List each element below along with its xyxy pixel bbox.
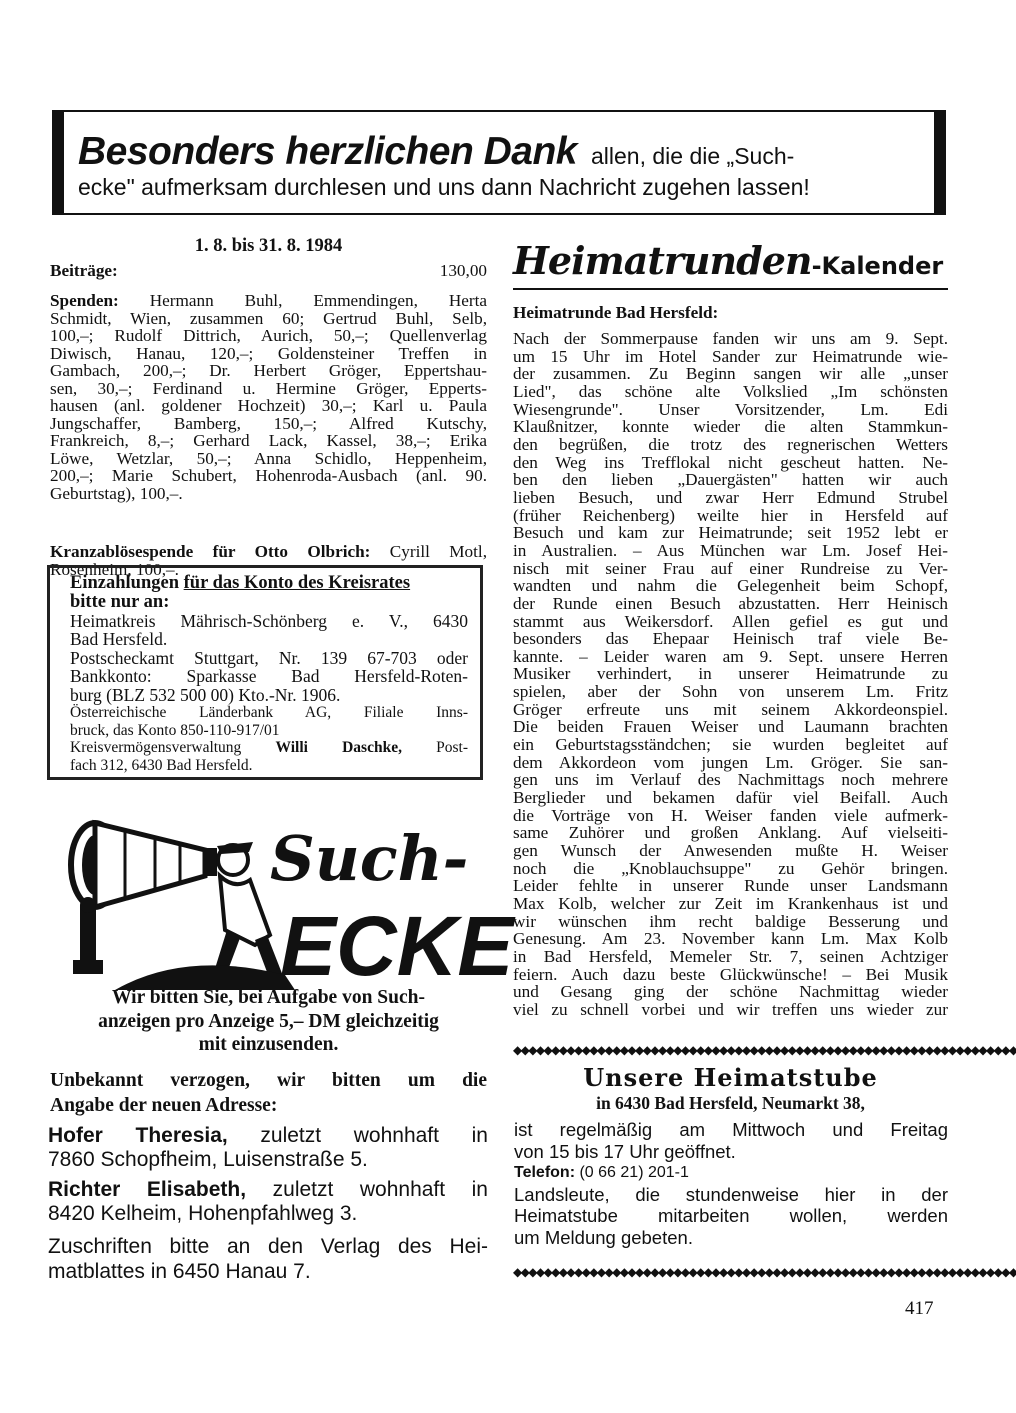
konto-heading	[70, 574, 468, 593]
period-heading: 1. 8. bis 31. 8. 1984	[194, 236, 343, 256]
thanks-banner	[52, 110, 946, 215]
text-line: Max Kolb, welcher zur Zeit im Krankenhaus ist und	[513, 894, 948, 913]
text-line: kannte. – Leider waren am 9. Sept. unsere Herren	[513, 646, 948, 666]
text-line: um 15 Uhr im Hotel Sander zur Heimatrunde wie-	[513, 346, 948, 366]
text-line: Heimatstube mitarbeiten wollen, werden	[514, 1205, 948, 1227]
person-name: Richter Elisabeth,	[48, 1178, 247, 1201]
section-title: Heimatrunde Bad Hersfeld:	[513, 303, 719, 322]
telefon-label: Telefon:	[514, 1164, 576, 1182]
bitten-paragraph	[50, 986, 487, 1057]
person-name: Hofer Theresia,	[48, 1124, 228, 1147]
beitraege-row	[50, 262, 487, 280]
heimatstube-lines	[514, 1119, 948, 1162]
banner-line-1	[78, 130, 794, 174]
text-line: Bankkonto: Sparkasse Bad Hersfeld-Roten-	[70, 666, 468, 687]
text-line: den Weg ins Trefflokal nicht gescheut hatten. Ne-	[513, 452, 948, 472]
text-line: Diwisch, Hanau, 120,–; Goldensteiner Treffen in	[50, 343, 487, 363]
text-line: Wiesengrunde". Unser Vorsitzender, Lm. Edi	[513, 399, 948, 419]
text-line: Angabe der neuen Adresse:	[50, 1095, 278, 1116]
text-line: Geburtstag), 100,–.	[50, 483, 183, 503]
beitraege-value: 130,00	[439, 261, 487, 280]
konto-box	[47, 565, 483, 780]
text-line: Schmidt, Wien, zusammen 60; Gertrud Buhl, Selb,	[50, 308, 487, 328]
text-line: viel zu schnell vorbei und wir treffen uns wieder zur	[513, 999, 948, 1019]
text-line: Musiker verhindert, in unserer Heimatrunde zu	[513, 664, 948, 684]
telefon-value: (0 66 21) 201-1	[575, 1164, 689, 1182]
text-line: besonders das Ehepaar Heinisch traf viele Be-	[513, 629, 948, 649]
suchecke-logo	[55, 810, 514, 993]
diamond-divider-2: ◆◆◆◆◆◆◆◆◆◆◆◆◆◆◆◆◆◆◆◆◆◆◆◆◆◆◆◆◆◆◆◆◆◆◆◆◆◆◆◆◆◆◆◆◆◆◆◆◆◆◆◆◆◆◆◆◆◆◆◆◆◆◆◆◆◆	[513, 1265, 1016, 1279]
verwaltung-rest: Post-	[401, 739, 468, 757]
text-line: noch die „Knoblauchsuppe" zu Gehör bringen.	[513, 858, 948, 878]
kalender-title	[513, 238, 948, 290]
konto-heading-underlined: für das Konto des Kreisrates	[183, 573, 411, 593]
text-line: (früher Reichenberg) weilte hier in Hersfeld auf	[513, 505, 948, 525]
text-line: gen Wunsch der Anwesenden mußte H. Weiser	[513, 841, 948, 861]
konto-heading-1: Einzahlungen	[70, 573, 179, 593]
banner-title: Besonders herzlichen Dank	[78, 130, 577, 173]
lead-label: Spenden:	[50, 291, 119, 310]
text-line: nisch mit seiner Frau auf einer Rundreise zu Ver-	[513, 558, 948, 578]
text-line: dem Akkordeon vom jungen Lm. Gröger. Sie san-	[513, 752, 948, 772]
text-line: Berglieder und bekamen dafür viel Beifall. Auch	[513, 788, 948, 808]
text-line: Genesung. Am 23. November kann Lm. Max Kolb	[513, 929, 948, 949]
kalender-title-rest: -Kalender	[811, 252, 944, 280]
text-line: wir wünschen ihm recht baldige Besserung und	[513, 911, 948, 931]
text-line: der Runde einen Besuch abzustatten. Herr Heinisch	[513, 593, 948, 613]
person-address: 7860 Schopfheim, Luisenstraße 5.	[48, 1148, 368, 1171]
verwaltung-name: Willi Daschke,	[275, 739, 402, 757]
text-line: wandten und nahm die Gelegenheit beim Schopf,	[513, 576, 948, 596]
text-line: der zusammen. Zu Beginn sangen wir alle „unser	[513, 364, 948, 384]
konto-heading-2: bitte nur an:	[70, 592, 170, 612]
text-line: matblattes in 6450 Hanau 7.	[48, 1260, 311, 1283]
text-line: Leider fehlte in unserer Runde unser Landsmann	[513, 876, 948, 896]
person-entry	[48, 1124, 488, 1172]
text-line: Unbekannt verzogen, wir bitten um die	[50, 1070, 487, 1091]
text-line: 100,–; Rudolf Dittrich, Aurich, 50,–; Quellenverlag	[50, 326, 487, 345]
text-line: Bad Hersfeld.	[70, 629, 168, 650]
text-line: Die beiden Frauen Weiser und Laumann brachten	[513, 717, 948, 737]
text-line: um Meldung gebeten.	[514, 1226, 693, 1248]
text-line: sen, 30,–; Ferdinand u. Hermine Gröger, Epperts-	[50, 378, 487, 398]
heimatrunde-paragraph	[513, 330, 948, 1019]
text-line: hausen (anl. goldener Hochzeit) 30,–; Karl u. Paula	[50, 396, 487, 415]
text-line: von 15 bis 17 Uhr geöffnet.	[514, 1140, 736, 1162]
text-line: ein Geburtstagsständchen; sie wurden begleitet auf	[513, 735, 948, 755]
persons-list	[48, 1124, 488, 1232]
spenden-paragraph	[50, 292, 487, 502]
page-number: 417	[905, 1298, 934, 1319]
text-line: Wir bitten Sie, bei Aufgabe von Such-	[112, 987, 425, 1008]
suchecke-word-2: ECKE	[280, 899, 514, 993]
verwaltung-line-2: fach 312, 6430 Bad Hersfeld.	[70, 756, 253, 774]
megaphone-man-icon	[71, 823, 295, 990]
text-line: Postscheckamt Stuttgart, Nr. 139 67-703 oder	[70, 647, 468, 668]
text-line: Heimatkreis Mährisch-Schönberg e. V., 6430	[70, 611, 468, 631]
text-line: same Zuhörer und großen Anklang. Auf vielseiti-	[513, 823, 948, 843]
banner-text: allen, die die „Such-	[591, 143, 795, 169]
text-line: Löwe, Wetzlar, 50,–; Anna Schidlo, Heppenheim,	[50, 448, 487, 468]
text-line: Frankreich, 8,–; Gerhard Lack, Kassel, 38,–; Erika	[50, 431, 487, 450]
text-line: Besuch und kam zur Heimatrunde; seit 1952 lebt er	[513, 523, 948, 543]
text-line: mit einzusenden.	[198, 1034, 339, 1055]
beitraege-label: Beiträge:	[50, 261, 118, 280]
text-line: ist regelmäßig am Mittwoch und Freitag	[514, 1119, 948, 1140]
text-line: stammt aus Weikersdorf. Allen gefiel es gut und	[513, 611, 948, 631]
text-line: Zuschriften bitte an den Verlag des Hei-	[48, 1235, 488, 1258]
person-line-1: Richter Elisabeth, zuletzt wohnhaft in	[48, 1178, 488, 1201]
text-line: bruck, das Konto 850-110-917/01	[70, 721, 280, 739]
person-address: 8420 Kelheim, Hohenpfahlweg 3.	[48, 1202, 358, 1225]
person-line-1: Hofer Theresia, zuletzt wohnhaft in	[48, 1124, 488, 1147]
verwaltung-label: Kreisvermögensverwaltung	[70, 739, 242, 757]
text-line: Gambach, 200,–; Dr. Herbert Gröger, Eppertshau-	[50, 361, 487, 380]
text-line: Österreichische Länderbank AG, Filiale Inns-	[70, 704, 468, 722]
unbekannt-paragraph	[50, 1068, 487, 1118]
text-line: Gröger erfreute uns mit seinem Akkordeonspiel.	[513, 699, 948, 719]
text-line: die Vorträge von H. Weiser fanden viele aufmerk-	[513, 805, 948, 825]
text-line: lieben Besuch, und zwar Herr Edmund Strubel	[513, 487, 948, 507]
text-line: und Gesang ging der schöne Nachmittag wieder	[513, 982, 948, 1002]
landsleute-lines	[514, 1184, 948, 1249]
text-line: feiern. Auch dazu beste Glückwünsche! – Bei Musik	[513, 964, 948, 984]
text-line: anzeigen pro Anzeige 5,– DM gleichzeitig	[98, 1010, 439, 1032]
text-line: Klaußnitzer, konnte wieder die alten Stammkun-	[513, 417, 948, 437]
text-line: Jungschaffer, Bamberg, 150,–; Alfred Kutschy,	[50, 413, 487, 433]
text-line: Rosenheim, 100,–.	[50, 559, 179, 579]
konto-small-lines	[70, 704, 468, 739]
text-line: Nach der Sommerpause fanden wir uns am 9. Sept.	[513, 329, 948, 348]
banner-line-2: ecke" aufmerksam durchlesen und uns dann Nachricht zugehen lassen!	[78, 174, 810, 200]
telefon-line	[514, 1162, 948, 1184]
person-entry	[48, 1178, 488, 1226]
text-line: gen uns im Verlauf des Nachmittags noch mehrere	[513, 770, 948, 790]
text-line: ben den lieben „Dauergästen" hatten wir auch	[513, 470, 948, 490]
text-line: in Bad Hersfeld, Memeler Str. 7, seinen Achtziger	[513, 946, 948, 966]
text-line: Landsleute, die stundenweise hier in der	[514, 1183, 948, 1205]
text-line: spielen, aber der Sohn von unserem Lm. Fritz	[513, 682, 948, 702]
heimatstube-address: in 6430 Bad Hersfeld, Neumarkt 38,	[596, 1093, 865, 1113]
diamond-divider-1: ◆◆◆◆◆◆◆◆◆◆◆◆◆◆◆◆◆◆◆◆◆◆◆◆◆◆◆◆◆◆◆◆◆◆◆◆◆◆◆◆◆◆◆◆◆◆◆◆◆◆◆◆◆◆◆◆◆◆◆◆◆◆◆◆◆◆	[513, 1043, 1016, 1057]
kalender-title-script: Heimatrunden	[513, 238, 812, 283]
zuschriften-paragraph	[48, 1234, 488, 1284]
text-line: Kranzablösespende für Otto Olbrich: Cyrill Motl,	[50, 542, 487, 561]
heimatstube-info	[514, 1119, 948, 1249]
heimatstube-title: Unsere Heimatstube	[583, 1063, 878, 1092]
suchecke-word-1: Such-	[270, 822, 469, 895]
text-line: Lied", das schöne alte Volkslied „Im schönsten	[513, 381, 948, 401]
lead-label: Kranzablösespende für Otto Olbrich:	[50, 542, 371, 561]
verwaltung-line	[70, 739, 468, 757]
text-line: 200,–; Marie Schubert, Hohenroda-Ausbach (anl. 90.	[50, 466, 487, 485]
text-line: in Australien. – Aus München war Lm. Josef Hei-	[513, 540, 948, 560]
text-line: Spenden: Hermann Buhl, Emmendingen, Herta	[50, 291, 487, 310]
text-line: den begrüßen, die trotz des regnerischen Wetters	[513, 434, 948, 454]
text-line: burg (BLZ 532 500 00) Kto.-Nr. 1906.	[70, 684, 341, 705]
konto-lines	[70, 612, 468, 704]
